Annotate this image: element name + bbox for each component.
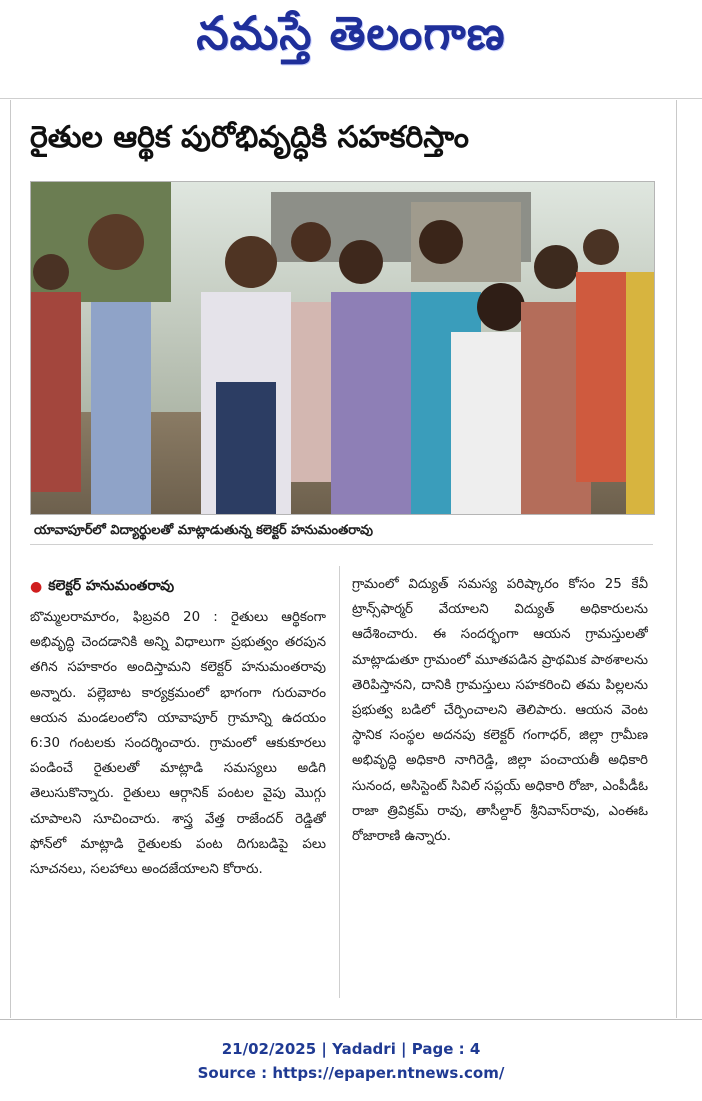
bottom-rule (0, 1019, 702, 1020)
footer-date-line: 21/02/2025 | Yadadri | Page : 4 (221, 1040, 481, 1058)
bullet-icon: ● (30, 579, 43, 595)
masthead (0, 0, 702, 78)
left-page-border (10, 100, 11, 1018)
byline-text: కలెక్టర్ హనుమంతరావు (48, 577, 175, 594)
right-column-border (676, 100, 677, 1018)
masthead-title: నమస్తే తెలంగాణ (196, 6, 506, 60)
article-headline: రైతుల ఆర్థిక పురోభివృద్ధికి సహకరిస్తాం (30, 120, 470, 155)
article-body-left-column: బొమ్మలరామారం, ఫిబ్రవరి 20 : రైతులు ఆర్థికంగా అభివృద్ధి చెందడానికి అన్ని విధాలుగా ప్రభుత్వం తరపున తగిన సహకారం అందిస్తామని కలెక్టర్ హనుమంతరావు అన్నారు. పల్లెబాట కార్యక్రమంలో భాగంగా గురువారం ఆయన మండలంలోని యావాపూర్ గ్రామాన్ని ఉదయం 6:30 గంటలకు సందర్శించారు. గ్రామంలో ఆకుకూరలు పండించే రైతులతో మాట్లాడి సమస్యలు అడిగి తెలుసుకొన్నారు. రైతులు ఆర్గానిక్ పంటల వైపు మొగ్గు చూపాలని సూచించారు. శాస్త్ర వేత్త రాజేందర్ రెడ్డితో ఫోన్‌లో మాట్లాడి రైతులకు పంట దిగుబడిపై పలు సూచనలు, సలహాలు అందజేయాలని కోరారు. (30, 610, 326, 878)
article-photo (30, 181, 655, 515)
column-divider (339, 566, 340, 998)
article-body-right-column: గ్రామంలో విద్యుత్ సమస్య పరిష్కారం కోసం 25 కేవీ ట్రాన్స్‌ఫార్మర్ వేయాలని విద్యుత్ అధికారులను ఆదేశించారు. ఈ సందర్భంగా ఆయన గ్రామస్తులతో మాట్లాడుతూ గ్రామంలో మూతపడిన ప్రాథమిక పాఠశాలను తెరిపిస్తానని, దానికి గ్రామస్తులు సహకరించి తమ పిల్లలను ప్రభుత్వ బడిలో చేర్పించాలని తెలిపారు. ఆయన వెంట స్థానిక సంస్థల అదనపు కలెక్టర్ గంగాధర్, జిల్లా గ్రామీణ అభివృద్ధి అధికారి నాగిరెడ్డి, జిల్లా పంచాయతీ అధికారి సునంద, అసిస్టెంట్ సివిల్ సప్లయ్ అధికారి రోజా, ఎంపీడీఓ రాజా త్రివిక్రమ్ రావు, తాసీల్దార్ శ్రీనివాస్‌రావు, ఎంఈఓ రోజారాణి ఉన్నారు. (352, 577, 648, 845)
byline (30, 576, 174, 598)
top-rule (0, 98, 702, 99)
footer-source-line: Source : https://epaper.ntnews.com/ (197, 1064, 505, 1082)
photo-caption: యావాపూర్‌లో విద్యార్థులతో మాట్లాడుతున్న కలెక్టర్ హనుమంతరావు (30, 519, 653, 545)
